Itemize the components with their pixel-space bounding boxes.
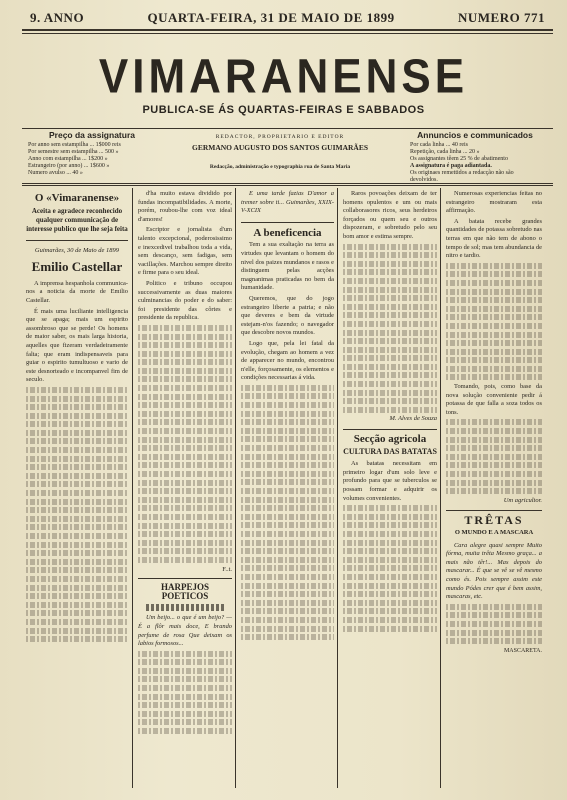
text-line — [138, 497, 232, 503]
text-line — [138, 411, 232, 417]
paragraph: Tomando, pois, como base da nova solução conveniente pedir á potassa de que falla a soza todos os tons. — [446, 383, 542, 416]
text-line — [26, 593, 128, 599]
text-line — [241, 514, 334, 520]
top-rule — [22, 29, 553, 31]
text-line — [343, 321, 437, 327]
signature: F..t. — [222, 565, 232, 573]
text-line — [446, 488, 542, 494]
text-line — [241, 626, 334, 632]
paragraph: A imprensa hespanhola communica-nos a noticia da morte de Emilio Castellar. — [26, 279, 128, 304]
divider — [343, 429, 437, 430]
sub-row: Anno com estampilha ... 1$200 » — [28, 156, 108, 162]
text-line — [343, 608, 437, 614]
text-line — [138, 719, 232, 725]
text-line — [241, 454, 334, 460]
text-line — [343, 574, 437, 580]
text-line — [343, 330, 437, 336]
text-line — [446, 306, 542, 312]
text-line — [138, 385, 232, 391]
issue-date: QUARTA-FEIRA, 31 DE MAIO DE 1899 — [147, 10, 395, 25]
text-line — [343, 514, 437, 520]
text-line — [343, 505, 437, 511]
text-line — [26, 421, 128, 427]
text-line — [138, 437, 232, 443]
text-line — [343, 261, 437, 267]
section-title: Secção agricola — [353, 433, 427, 446]
text-line — [343, 244, 437, 250]
text-line — [343, 548, 437, 554]
paragraph: É mais uma luciliante intelligencia que se apaga; mais um espirito assombroso que se perde! Os homens de maior saber, os mais larga historia, aquelles que fizeram verdadeiramente falta; que eram indispensaveis para guiar o espirito tumultuoso e vario de este desnorteado e incompanvel fim de seculo. — [26, 307, 128, 384]
text-line — [26, 430, 128, 436]
text-line — [343, 372, 437, 378]
text-line — [26, 576, 128, 582]
text-line — [241, 617, 334, 623]
text-line — [446, 462, 542, 468]
text-line — [26, 481, 128, 487]
divider — [446, 510, 542, 511]
text-line — [138, 394, 232, 400]
paragraph: d'ha muito estava dividido por fundas incompatibilidades. A morte, porém, roubou-lhe com voz ideal d'amores! — [138, 190, 232, 223]
text-line — [26, 499, 128, 505]
text-line — [138, 505, 232, 511]
sub-row: Numero avulso ... 40 » — [28, 170, 83, 176]
issue-number: NUMERO 771 — [458, 10, 545, 25]
text-line — [241, 540, 334, 546]
text-line — [241, 505, 334, 511]
text-line — [343, 565, 437, 571]
text-line — [343, 278, 437, 284]
text-line — [446, 374, 542, 380]
subscription-box — [28, 132, 156, 177]
issue-year: 9. ANNO — [30, 10, 85, 25]
text-line — [446, 630, 542, 636]
text-line — [138, 419, 232, 425]
divider — [26, 240, 128, 241]
ads-row: A assignatura é paga adiantada. — [410, 163, 492, 169]
column-4 — [343, 190, 437, 634]
text-line — [343, 531, 437, 537]
subscription-title: Preço da assignatura — [49, 130, 135, 140]
article-title: CULTURA DAS BATATAS — [343, 446, 437, 456]
ads-title: Annuncios e communicados — [417, 130, 533, 140]
column-divider — [440, 188, 441, 788]
column-5 — [446, 190, 542, 655]
text-line — [343, 390, 437, 396]
article-title: A beneficencia — [253, 226, 322, 239]
text-line — [446, 471, 542, 477]
text-line — [343, 347, 437, 353]
text-line — [138, 445, 232, 451]
text-line — [446, 271, 542, 277]
text-line — [446, 437, 542, 443]
text-line — [241, 531, 334, 537]
column-3 — [241, 190, 334, 643]
text-line — [446, 263, 542, 269]
ads-row: Os originaes remettidos a redacção não são devolvidos. — [410, 170, 514, 183]
text-line — [138, 659, 232, 665]
text-line — [343, 355, 437, 361]
text-line — [241, 411, 334, 417]
text-line — [241, 445, 334, 451]
paragraph: Logo que, pela lei fatal da evolução, chegam ao homem a vez de apparecer no mundo, encontrou n'elle, forçosamente, os elementos e condições necessarias á vida. — [241, 339, 334, 382]
text-line — [26, 628, 128, 634]
text-line — [26, 524, 128, 530]
text-line — [343, 381, 437, 387]
text-line — [26, 413, 128, 419]
text-line — [138, 334, 232, 340]
sub-row: Estrangeiro (por anno) ... 1$600 » — [28, 163, 110, 169]
text-line — [26, 456, 128, 462]
text-line — [138, 402, 232, 408]
text-line — [241, 548, 334, 554]
text-line — [138, 454, 232, 460]
signature: Um agricultor. — [503, 496, 542, 504]
text-line — [343, 338, 437, 344]
text-line — [241, 393, 334, 399]
text-line — [241, 419, 334, 425]
text-line — [446, 332, 542, 338]
text-line — [26, 610, 128, 616]
text-line — [343, 269, 437, 275]
text-line — [138, 676, 232, 682]
text-line — [138, 480, 232, 486]
text-line — [241, 402, 334, 408]
column-divider — [337, 188, 338, 788]
poem-text: Cara alegre quasi sempre Muito fórma, muita trêta Mesmo graça... a mais não têr!... Mas depois do mascarar... É que se vê se vê mesmo como és. Pois sempre assim este mundo Pódes crer que é bem assim, mascaras, etc. — [446, 541, 542, 601]
columns-rule-2 — [22, 185, 553, 186]
text-line — [138, 531, 232, 537]
text-line — [26, 550, 128, 556]
text-line — [446, 314, 542, 320]
text-line — [343, 252, 437, 258]
text-line — [138, 702, 232, 708]
text-line — [26, 619, 128, 625]
text-line — [241, 488, 334, 494]
ads-row: Por cada linha ... 40 reis — [410, 142, 468, 148]
text-line — [241, 385, 334, 391]
column-divider — [132, 188, 133, 788]
text-line — [343, 287, 437, 293]
text-line — [138, 685, 232, 691]
masthead-title: VIMARANENSE — [98, 49, 469, 104]
poem-title: HARPEJOS POETICOS — [160, 582, 209, 601]
text-line — [26, 567, 128, 573]
text-line — [446, 357, 542, 363]
paragraph: Raros povoações deixam de ter homens opulentos e um ou mais collaborasores ricos, seus herdeiros forçados ou quem seu e outros dispozeram, e sobretudo pelo seu bom amor e estima sempre. — [343, 190, 437, 240]
text-line — [343, 617, 437, 623]
text-line — [138, 651, 232, 657]
text-line — [241, 608, 334, 614]
text-line — [343, 304, 437, 310]
text-line — [138, 711, 232, 717]
text-line — [446, 289, 542, 295]
header-line — [30, 10, 545, 26]
text-line — [446, 366, 542, 372]
column-1 — [26, 190, 128, 645]
text-line — [446, 419, 542, 425]
sub-row: Por anno sem estampilha ... 1$000 reis — [28, 142, 121, 148]
paragraph: Numerosas experiencias feitas no estrangeiro mostraram esta affirmação. — [446, 190, 542, 215]
paragraph: Tem a sua exaltação na terra as virtudes que levantam o homem do nivel dos paizes mundanos e rasos e distinguem pelas acções magnanimas praticadas no bem da humanidade. — [241, 241, 334, 292]
text-line — [26, 585, 128, 591]
text-line — [138, 376, 232, 382]
text-line — [343, 295, 437, 301]
text-line — [138, 342, 232, 348]
text-line — [26, 490, 128, 496]
text-line — [241, 462, 334, 468]
text-line — [138, 728, 232, 734]
masthead-subtitle: PUBLICA-SE ÁS QUARTAS-FEIRAS E SABBADOS — [142, 104, 425, 116]
text-line — [138, 368, 232, 374]
text-line — [241, 574, 334, 580]
text-line — [138, 488, 232, 494]
text-line — [138, 514, 232, 520]
divider — [138, 578, 232, 579]
text-line — [343, 600, 437, 606]
text-line — [446, 297, 542, 303]
text-line — [241, 634, 334, 640]
notice-text: Aceita e agradece reconhecido qualquer communicação de interesse publico que lhe seja feita — [26, 206, 128, 233]
text-line — [241, 436, 334, 442]
text-line — [241, 557, 334, 563]
text-line — [241, 583, 334, 589]
text-line — [26, 387, 128, 393]
paragraph: Politico e tribuno occupou successivamente as duas maiores culminancias do poder e do saber: foi presidente das côrtes e presidente da republica. — [138, 279, 232, 322]
article-title: Emilio Castellar — [31, 259, 123, 275]
text-line — [138, 668, 232, 674]
text-line — [26, 473, 128, 479]
text-line — [138, 557, 232, 563]
text-line — [26, 636, 128, 642]
text-line — [26, 559, 128, 565]
text-line — [138, 471, 232, 477]
columns-rule — [22, 183, 553, 184]
text-line — [138, 351, 232, 357]
text-line — [446, 445, 542, 451]
text-line — [446, 480, 542, 486]
text-line — [241, 600, 334, 606]
paragraph: A batata recebe grandes quantidades de potassa sobretudo nas terras em que não tem de abono o tempo de sol; mas tem abundancia de nitro e tardio. — [446, 217, 542, 260]
text-line — [343, 312, 437, 318]
ornament — [146, 604, 224, 611]
text-line — [138, 462, 232, 468]
column-divider — [235, 188, 236, 788]
text-line — [26, 464, 128, 470]
paragraph: Escriptor e jornalista d'um talento excepcional, poderosissimo e inexcedivel trabalhou toda a vida, sem descanço, sem fadigas, sem vacillações. Marchou sempre direito e firme para o seu ideal. — [138, 226, 232, 277]
text-line — [241, 497, 334, 503]
text-line — [446, 323, 542, 329]
editor-line1: REDACTOR, PROPRIETARIO E EDITOR — [215, 134, 345, 140]
text-line — [26, 533, 128, 539]
text-line — [241, 428, 334, 434]
sub-row: Por semestre sem estampilha ... 500 » — [28, 149, 119, 155]
text-line — [26, 396, 128, 402]
text-line — [446, 340, 542, 346]
text-line — [343, 364, 437, 370]
text-line — [26, 404, 128, 410]
text-line — [138, 523, 232, 529]
text-line — [343, 398, 437, 404]
text-line — [446, 612, 542, 618]
text-line — [26, 542, 128, 548]
text-line — [26, 602, 128, 608]
paragraph: Queremos, que do jogo estrangeiro liberte a patria; e não que deveres e bem da virtude estejam-n'os fazendo; o navegador que descobre novos mundos. — [241, 294, 334, 337]
ads-box — [410, 132, 540, 184]
text-line — [138, 694, 232, 700]
poem-subtitle: O MUNDO E A MASCARA — [454, 528, 534, 536]
text-line — [241, 591, 334, 597]
text-line — [446, 428, 542, 434]
text-line — [26, 438, 128, 444]
text-line — [138, 548, 232, 554]
notice-heading: O «Vimaranense» — [34, 192, 120, 204]
poem-end: E uma tarde fazias D'amor a tremer sobre ti... Guimarães, XXIX-V-XCIX — [241, 190, 334, 215]
text-line — [138, 540, 232, 546]
text-line — [241, 471, 334, 477]
top-rule-thin — [22, 33, 553, 34]
poem-title: TRÊTAS — [464, 513, 524, 528]
text-line — [446, 638, 542, 644]
signature: M. Alves de Souza — [389, 415, 437, 423]
text-line — [343, 626, 437, 632]
editor-box — [170, 134, 390, 170]
text-line — [26, 447, 128, 453]
editor-address: Redacção, administração e typographia rua de Santa Maria — [209, 164, 351, 170]
dateline: Guimarães, 30 de Maio de 1899 — [34, 246, 120, 254]
ads-row: Repetição, cada linha ... 20 » — [410, 149, 480, 155]
text-line — [138, 359, 232, 365]
text-line — [446, 349, 542, 355]
divider — [241, 222, 334, 223]
ads-row: Os assignantes têem 25 % de abatimento — [410, 156, 508, 162]
poem-signature: MASCARETA. — [503, 647, 542, 654]
text-line — [241, 522, 334, 528]
text-line — [241, 565, 334, 571]
text-line — [343, 407, 437, 413]
text-line — [343, 540, 437, 546]
text-line — [446, 604, 542, 610]
text-line — [446, 454, 542, 460]
text-line — [446, 280, 542, 286]
poem-text: Um beijo... o que é um beijo? — É a flôr mais doce, E brando perfume de rosa Que deixam os labios formosos... — [138, 614, 232, 648]
text-line — [138, 325, 232, 331]
editor-name: GERMANO AUGUSTO DOS SANTOS GUIMARÃES — [191, 143, 368, 152]
paragraph: As batatas necessitam em primeiro logar d'um solo leve e profundo para que se tuberculos se possam formar e adquirir os volumes convenientes. — [343, 460, 437, 502]
text-line — [446, 621, 542, 627]
text-line — [343, 591, 437, 597]
text-line — [138, 428, 232, 434]
text-line — [241, 479, 334, 485]
masthead-rule — [22, 128, 553, 129]
text-line — [343, 557, 437, 563]
text-line — [26, 516, 128, 522]
column-2 — [138, 190, 232, 737]
text-line — [26, 507, 128, 513]
text-line — [343, 583, 437, 589]
text-line — [343, 522, 437, 528]
